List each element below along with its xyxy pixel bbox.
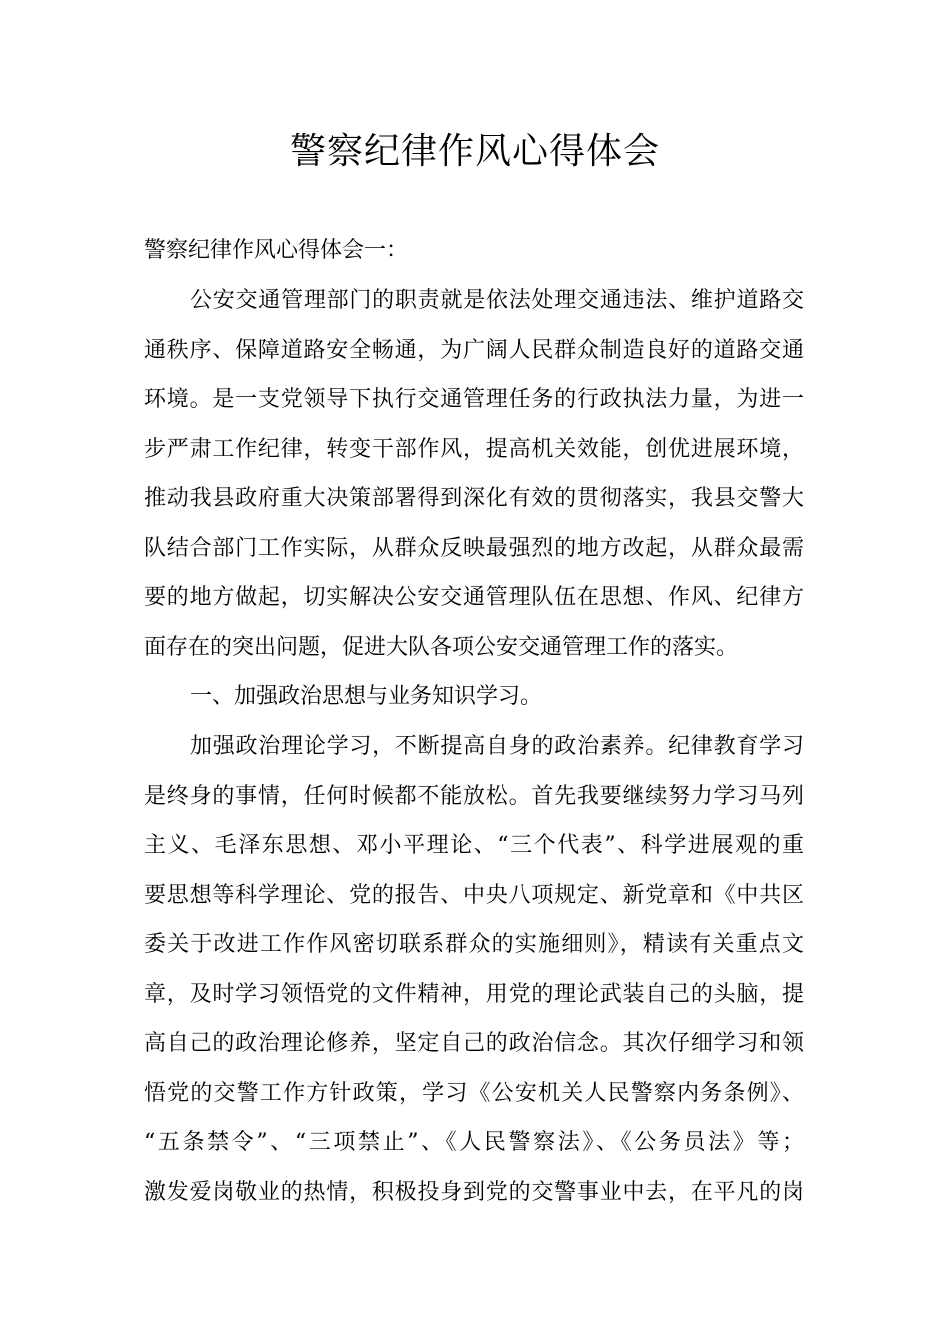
paragraph-line: 加强政治理论学习，不断提高自身的政治素养。纪律教育学习	[190, 734, 804, 759]
paragraph-line: 公安交通管理部门的职责就是依法处理交通违法、维护道路交	[190, 288, 804, 313]
paragraph-line: 步严肃工作纪律，转变干部作风，提高机关效能，创优进展环境，	[144, 437, 804, 462]
paragraph-line: 高自己的政治理论修养，坚定自己的政治信念。其次仔细学习和领	[144, 1031, 804, 1056]
paragraph-line: 通秩序、保障道路安全畅通，为广阔人民群众制造良好的道路交通	[144, 338, 804, 363]
paragraph-line: 队结合部门工作实际，从群众反映最强烈的地方改起，从群众最需	[144, 536, 804, 561]
section-heading: 警察纪律作风心得体会一：	[144, 238, 409, 263]
section-subheading: 一、加强政治思想与业务知识学习。	[190, 684, 543, 709]
paragraph-line: 是终身的事情，任何时候都不能放松。首先我要继续努力学习马列	[144, 784, 804, 809]
paragraph-line: 面存在的突出问题，促进大队各项公安交通管理工作的落实。	[144, 635, 739, 660]
paragraph-line: 悟党的交警工作方针政策，学习《公安机关人民警察内务条例》、	[144, 1081, 804, 1106]
paragraph-line: 激发爱岗敬业的热情，积极投身到党的交警事业中去，在平凡的岗	[144, 1180, 804, 1205]
paragraph-line: 推动我县政府重大决策部署得到深化有效的贯彻落实，我县交警大	[144, 486, 804, 511]
paragraph-line: 委关于改进工作作风密切联系群众的实施细则》，精读有关重点文	[144, 932, 804, 957]
paragraph-line: 要的地方做起，切实解决公安交通管理队伍在思想、作风、纪律方	[144, 585, 804, 610]
document-title: 警察纪律作风心得体会	[289, 131, 660, 172]
paragraph-line: 环境。是一支党领导下执行交通管理任务的行政执法力量，为进一	[144, 387, 804, 412]
paragraph-line: 主义、毛泽东思想、邓小平理论、“三个代表”、科学进展观的重	[144, 833, 804, 858]
paragraph-line: “五条禁令”、“三项禁止”、《人民警察法》、《公务员法》等；	[144, 1130, 804, 1155]
paragraph-line: 章，及时学习领悟党的文件精神，用党的理论武装自己的头脑，提	[144, 982, 804, 1007]
paragraph-line: 要思想等科学理论、党的报告、中央八项规定、新党章和《中共区	[144, 883, 804, 908]
